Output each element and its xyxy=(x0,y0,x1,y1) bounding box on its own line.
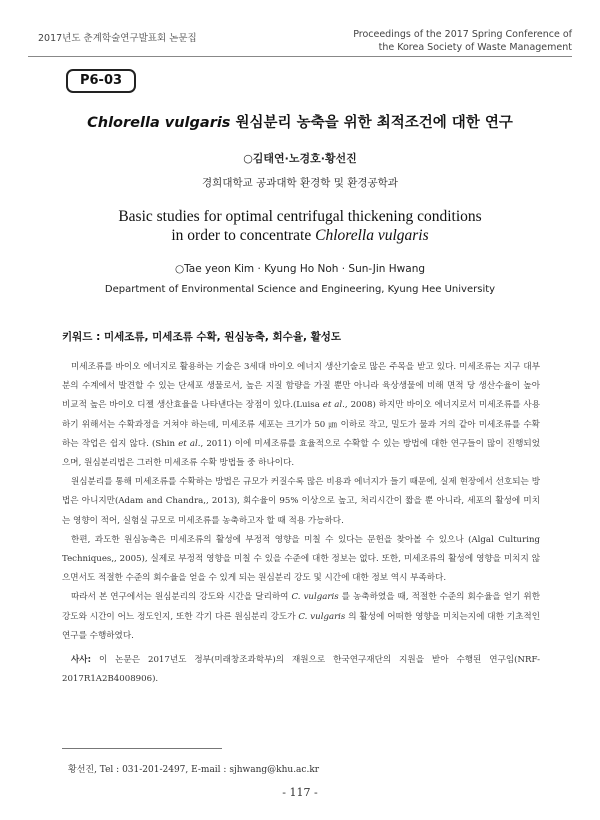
p4-text-c: 의 활성에 어떠한 영향을 미치는지에 대한 기초적인 연구를 수행하였다. xyxy=(62,611,540,641)
p4-text-b: 를 농축하였을 때, 적절한 수준의 회수율을 얻기 위한 강도와 시간이 어느 정도인지, 또한 각기 다른 원심분리 강도가 xyxy=(62,592,540,622)
page-number: - 117 - xyxy=(282,786,318,799)
authors-english: ○Tae yeon Kim · Kyung Ho Noh · Sun-Jin Hwang xyxy=(174,263,426,275)
affiliation-english: Department of Environmental Science and Engineering, Kyung Hee University xyxy=(104,284,496,295)
paragraph-3: 한편, 과도한 원심농축은 미세조류의 활성에 부정적 영향을 미칠 수 있다는 문헌을 찾아볼 수 있으나 (Algal Culturing Techniques,, 2005), 실제로 부정적 영향을 미칠 수 있을 수준에 대한 정보는 없다. 또한, 미세조류의 활성에 영향을 미치지 않으면서도 적절한 수준의 회수율을 얻을 수 있게 되는 원심분리 강도 및 시간에 대한 정보 역시 부족하다. xyxy=(62,534,540,584)
acknowledgement-text: 이 논문은 2017년도 정부(미래창조과학부)의 재원으로 한국연구재단의 지원을 받아 수행된 연구임(NRF-2017R1A2B4008906). xyxy=(62,655,540,685)
header-divider xyxy=(28,56,572,57)
paragraph-1 xyxy=(62,358,540,473)
authors-korean: ○김태연·노경호·황선진 xyxy=(243,152,357,165)
body-text xyxy=(62,358,540,646)
corresponding-author-footnote: 황선진, Tel : 031-201-2497, E-mail : sjhwang@khu.ac.kr xyxy=(68,765,320,775)
title-species: Chlorella vulgaris xyxy=(87,115,231,131)
p1-text-c: , 2011) 이에 미세조류를 효율적으로 수확할 수 있는 방법에 대한 연구들이 많이 진행되었으며, 원심분리법은 그러한 미세조류 수확 방법들 중 하나이다. xyxy=(62,438,540,469)
title-english-species: Chlorella vulgaris xyxy=(315,227,429,244)
p1-etal-2: et al. xyxy=(178,438,201,449)
affiliation-korean: 경희대학교 공과대학 환경학 및 환경공학과 xyxy=(202,177,398,189)
title-korean xyxy=(0,111,600,132)
running-header-left: 2017년도 춘계학술연구발표회 논문집 xyxy=(38,33,197,44)
footnote-divider xyxy=(62,748,222,749)
p1-etal-1: et al. xyxy=(322,400,345,411)
title-english-line2 xyxy=(0,226,600,245)
acknowledgement xyxy=(62,651,540,689)
header-right-line2: the Korea Society of Waste Management xyxy=(378,42,572,53)
title-korean-rest: 원심분리 농축을 위한 최적조건에 대한 연구 xyxy=(230,115,513,131)
running-header-right xyxy=(353,28,572,54)
p4-species-2: C. vulgaris xyxy=(298,611,346,622)
title-english xyxy=(0,207,600,245)
paper-id-badge: P6-03 xyxy=(66,69,136,93)
p4-species-1: C. vulgaris xyxy=(291,592,339,603)
p4-text-a: 따라서 본 연구에서는 원심분리의 강도와 시간을 달리하여 xyxy=(71,592,292,603)
p1-text-b: , 2008) 하지만 바이오 에너지로서 미세조류를 사용하기 위해서는 수확과정을 거쳐야 하는데, 미세조류 세포는 크기가 50 ㎛ 이하로 작고, 밀도가 물과 거의 같아 미세조류를 수확하는 작업은 쉽지 않다. (Shin xyxy=(62,400,540,449)
keywords: 키워드 : 미세조류, 미세조류 수확, 원심농축, 회수율, 활성도 xyxy=(62,331,342,343)
paragraph-2: 원심분리를 통해 미세조류를 수확하는 방법은 규모가 커질수록 많은 비용과 에너지가 들기 때문에, 실제 현장에서 선호되는 방법은 아니지만(Adam and Chandra,, 2013), 회수율이 95% 이상으로 높고, 처리시간이 짧을 뿐 아니라, 세포의 활성에 미치는 영향이 적어, 실험실 규모로 미세조류를 농축하고자 할 때 적용 가능하다. xyxy=(62,477,540,526)
paragraph-4 xyxy=(62,588,540,646)
header-right-line1: Proceedings of the 2017 Spring Conference of xyxy=(353,29,572,40)
acknowledgement-label: 사사: xyxy=(71,655,92,665)
title-english-line1: Basic studies for optimal centrifugal thickening conditions xyxy=(118,208,482,225)
p1-text-a: 미세조류를 바이오 에너지로 활용하는 기술은 3세대 바이오 에너지 생산기술로 많은 주목을 받고 있다. 미세조류는 지구 대부분의 수계에서 발견할 수 있는 단세포 생물로서, 높은 지질 함량을 가질 뿐만 아니라 육상생물에 비해 면적 당 생산수율이 높아 비교적 높은 바이오 디젤 생산효율을 나타낸다는 장점이 있다.(Luisa xyxy=(62,362,540,411)
title-english-line2-pre: in order to concentrate xyxy=(171,227,316,244)
